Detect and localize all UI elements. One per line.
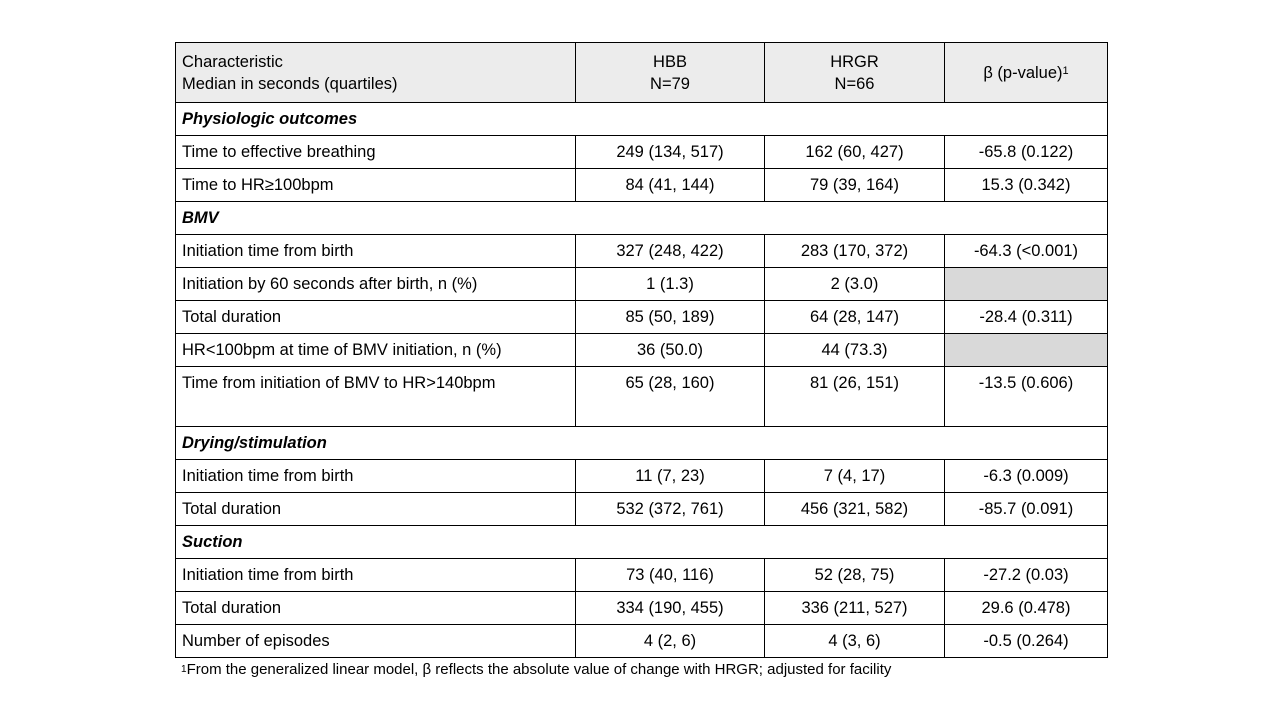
characteristic-label: Characteristic bbox=[182, 52, 283, 71]
table-row bbox=[176, 625, 1108, 658]
row-label: Initiation by 60 seconds after birth, n (%) bbox=[176, 268, 576, 301]
table-row bbox=[176, 235, 1108, 268]
table-row bbox=[176, 592, 1108, 625]
section-title: Suction bbox=[176, 526, 1108, 559]
beta-value: -27.2 (0.03) bbox=[945, 559, 1108, 592]
table-row bbox=[176, 493, 1108, 526]
section-drying bbox=[176, 427, 1108, 460]
hbb-value: 327 (248, 422) bbox=[576, 235, 765, 268]
hbb-value: 85 (50, 189) bbox=[576, 301, 765, 334]
hbb-value: 1 (1.3) bbox=[576, 268, 765, 301]
row-label: Total duration bbox=[176, 301, 576, 334]
table-row bbox=[176, 460, 1108, 493]
hrgr-value: 283 (170, 372) bbox=[765, 235, 945, 268]
beta-value: -6.3 (0.009) bbox=[945, 460, 1108, 493]
row-label: HR<100bpm at time of BMV initiation, n (%) bbox=[176, 334, 576, 367]
header-hbb bbox=[576, 43, 765, 103]
row-label: Initiation time from birth bbox=[176, 235, 576, 268]
table-row bbox=[176, 301, 1108, 334]
beta-value: 15.3 (0.342) bbox=[945, 169, 1108, 202]
beta-value: -64.3 (<0.001) bbox=[945, 235, 1108, 268]
hrgr-n: N=66 bbox=[834, 74, 875, 93]
row-label: Initiation time from birth bbox=[176, 460, 576, 493]
hbb-value: 532 (372, 761) bbox=[576, 493, 765, 526]
row-label: Time to effective breathing bbox=[176, 136, 576, 169]
results-table bbox=[175, 42, 1108, 658]
section-bmv bbox=[176, 202, 1108, 235]
table-row bbox=[176, 136, 1108, 169]
hrgr-value: 81 (26, 151) bbox=[765, 367, 945, 427]
beta-superscript: 1 bbox=[1062, 64, 1069, 77]
hrgr-value: 162 (60, 427) bbox=[765, 136, 945, 169]
hbb-value: 36 (50.0) bbox=[576, 334, 765, 367]
beta-value: -85.7 (0.091) bbox=[945, 493, 1108, 526]
hrgr-value: 456 (321, 582) bbox=[765, 493, 945, 526]
table-row bbox=[176, 268, 1108, 301]
hbb-label: HBB bbox=[653, 52, 687, 71]
beta-value-empty bbox=[945, 268, 1108, 301]
hbb-value: 65 (28, 160) bbox=[576, 367, 765, 427]
hbb-value: 249 (134, 517) bbox=[576, 136, 765, 169]
section-title: Drying/stimulation bbox=[176, 427, 1108, 460]
footnote bbox=[181, 660, 891, 680]
hrgr-value: 4 (3, 6) bbox=[765, 625, 945, 658]
table-row bbox=[176, 367, 1108, 427]
beta-value-empty bbox=[945, 334, 1108, 367]
hbb-n: N=79 bbox=[650, 74, 690, 93]
beta-value: -65.8 (0.122) bbox=[945, 136, 1108, 169]
footnote-marker: 1 bbox=[181, 664, 187, 675]
header-beta bbox=[945, 43, 1108, 103]
median-note: Median in seconds (quartiles) bbox=[182, 74, 398, 93]
beta-value: -0.5 (0.264) bbox=[945, 625, 1108, 658]
header-characteristic bbox=[176, 43, 576, 103]
section-title: Physiologic outcomes bbox=[176, 103, 1108, 136]
beta-label: β (p-value) bbox=[983, 63, 1063, 82]
beta-value: -13.5 (0.606) bbox=[945, 367, 1108, 427]
row-label: Number of episodes bbox=[176, 625, 576, 658]
hrgr-label: HRGR bbox=[830, 52, 879, 71]
table-row bbox=[176, 334, 1108, 367]
table-row bbox=[176, 559, 1108, 592]
hbb-value: 4 (2, 6) bbox=[576, 625, 765, 658]
hrgr-value: 64 (28, 147) bbox=[765, 301, 945, 334]
row-label: Initiation time from birth bbox=[176, 559, 576, 592]
beta-value: 29.6 (0.478) bbox=[945, 592, 1108, 625]
section-suction bbox=[176, 526, 1108, 559]
hbb-value: 84 (41, 144) bbox=[576, 169, 765, 202]
row-label: Total duration bbox=[176, 592, 576, 625]
hrgr-value: 2 (3.0) bbox=[765, 268, 945, 301]
table-row bbox=[176, 169, 1108, 202]
hbb-value: 73 (40, 116) bbox=[576, 559, 765, 592]
hbb-value: 11 (7, 23) bbox=[576, 460, 765, 493]
hrgr-value: 336 (211, 527) bbox=[765, 592, 945, 625]
section-physiologic bbox=[176, 103, 1108, 136]
section-title: BMV bbox=[176, 202, 1108, 235]
hrgr-value: 79 (39, 164) bbox=[765, 169, 945, 202]
hrgr-value: 7 (4, 17) bbox=[765, 460, 945, 493]
header-hrgr bbox=[765, 43, 945, 103]
footnote-text: From the generalized linear model, β reflects the absolute value of change with HRGR; adjusted for facility bbox=[186, 661, 892, 678]
beta-value: -28.4 (0.311) bbox=[945, 301, 1108, 334]
hrgr-value: 44 (73.3) bbox=[765, 334, 945, 367]
hbb-value: 334 (190, 455) bbox=[576, 592, 765, 625]
row-label: Time to HR≥100bpm bbox=[176, 169, 576, 202]
hrgr-value: 52 (28, 75) bbox=[765, 559, 945, 592]
header-row bbox=[176, 43, 1108, 103]
row-label: Total duration bbox=[176, 493, 576, 526]
row-label: Time from initiation of BMV to HR>140bpm bbox=[176, 367, 576, 427]
